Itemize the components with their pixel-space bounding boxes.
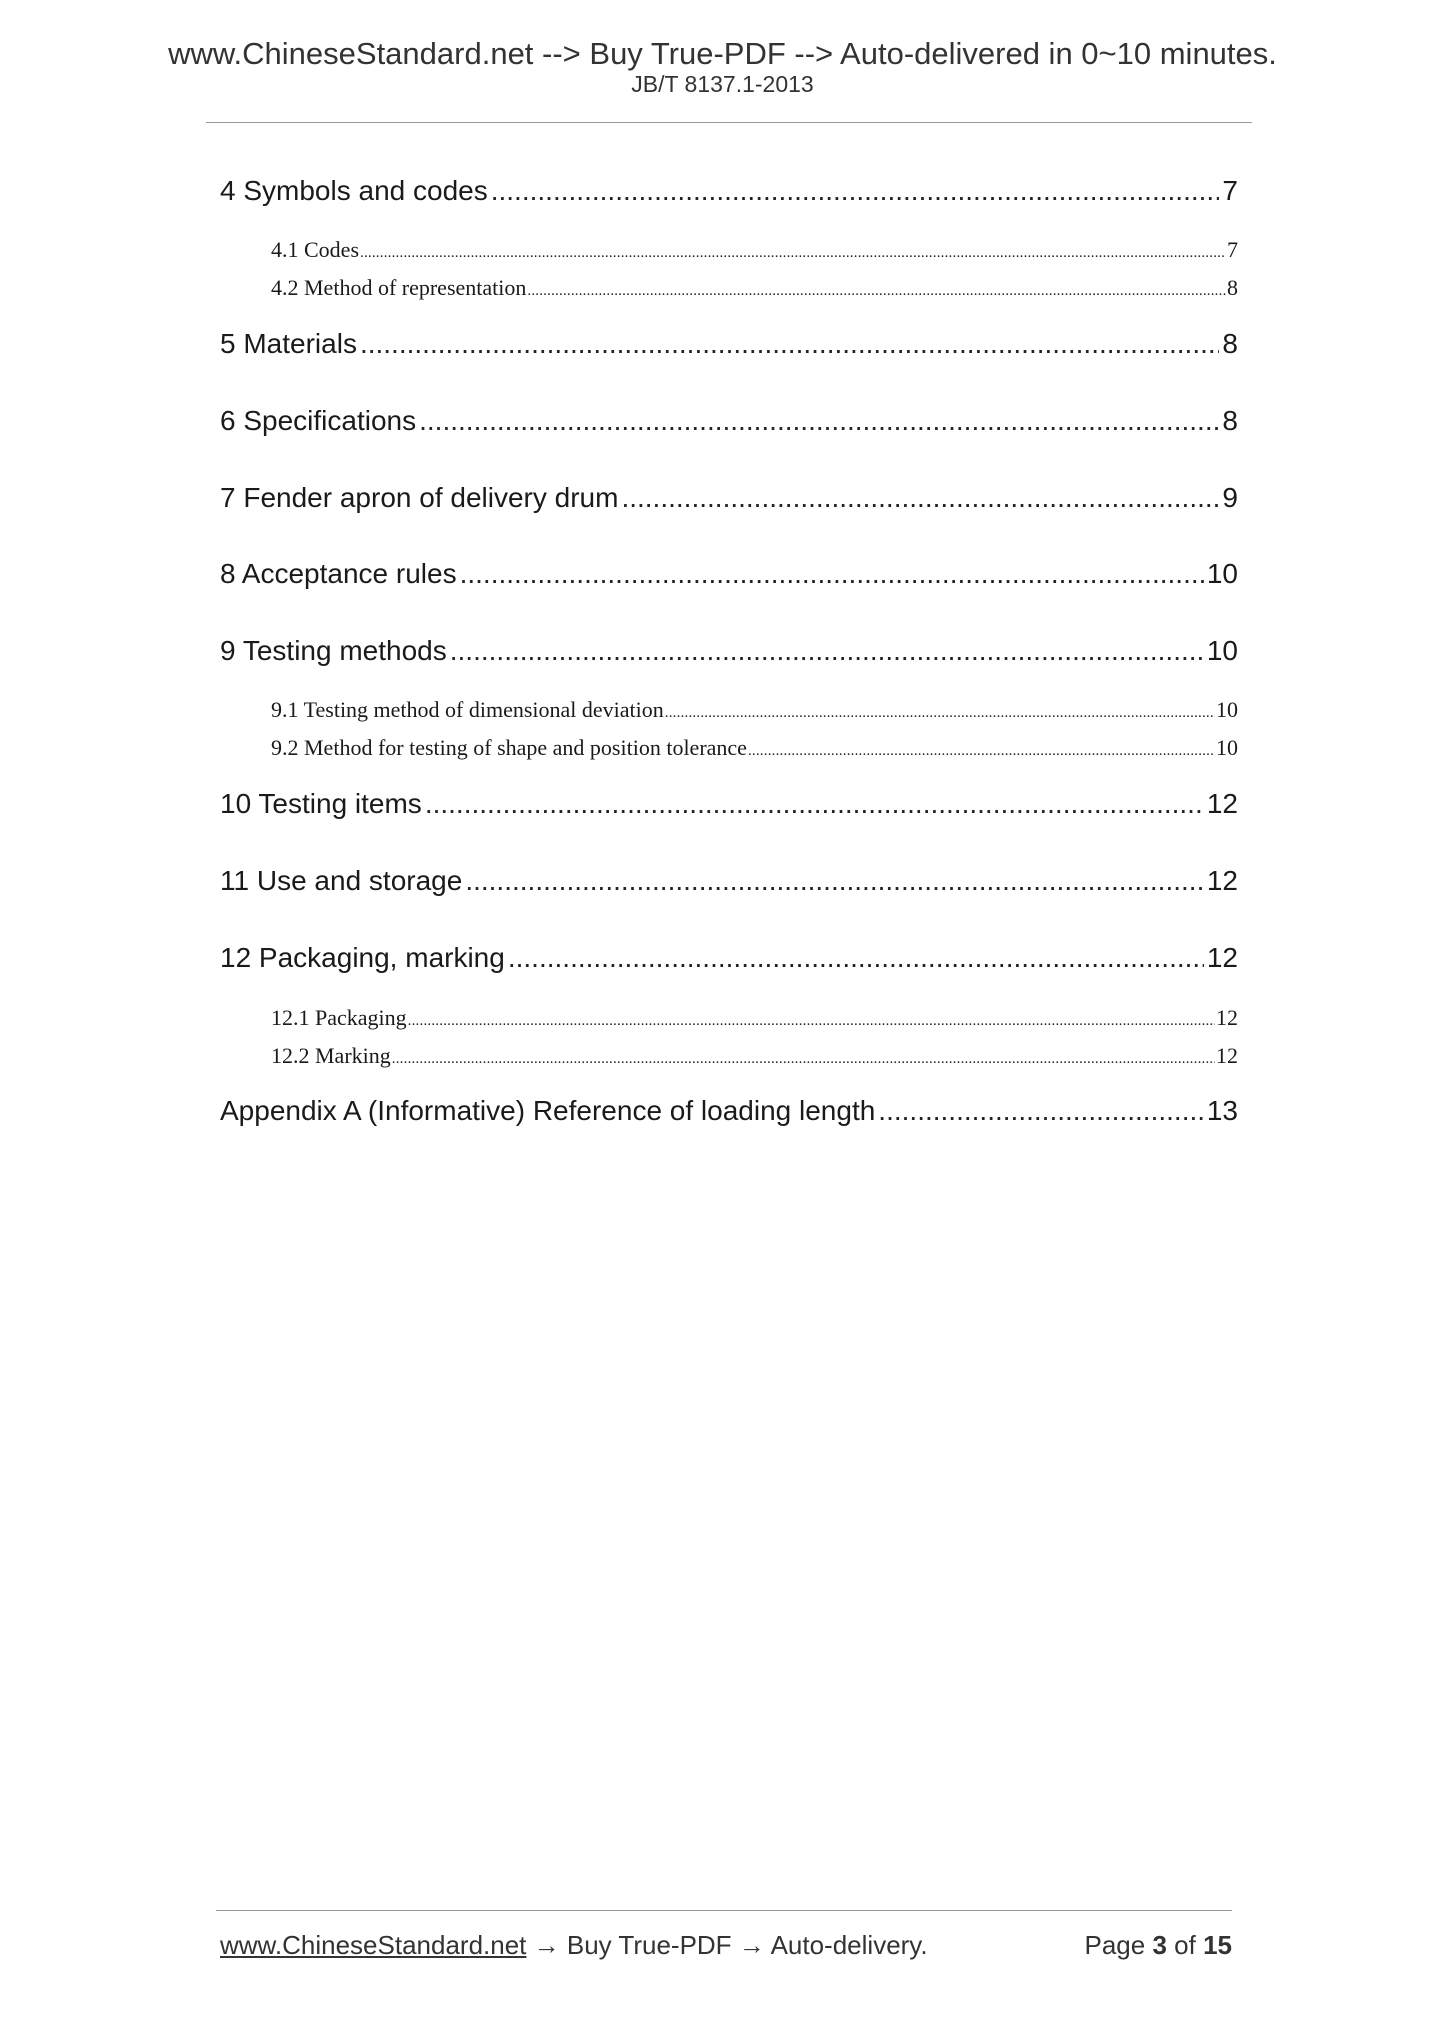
- standard-code: JB/T 8137.1-2013: [631, 71, 814, 97]
- toc-entry-9-2[interactable]: [271, 735, 1238, 765]
- toc-entry-title: 7 Fender apron of delivery drum: [220, 482, 619, 513]
- toc-dot-leader: [878, 1095, 1204, 1127]
- toc-entry-title: 4 Symbols and codes: [220, 175, 488, 206]
- toc-entry-title: 8 Acceptance rules: [220, 558, 457, 589]
- toc-entry-title: 11 Use and storage: [220, 865, 463, 896]
- toc-entry-11[interactable]: [220, 865, 1238, 903]
- toc-entry-5[interactable]: [220, 328, 1238, 366]
- toc-entry-title: 6 Specifications: [220, 405, 417, 436]
- toc-entry-title: 9 Testing methods: [220, 635, 447, 666]
- toc-entry-12-1[interactable]: [271, 1005, 1238, 1035]
- toc-entry-4-2[interactable]: [271, 275, 1238, 305]
- footer-tagline: → Buy True-PDF → Auto-delivery.: [526, 1930, 928, 1960]
- toc-entry-7[interactable]: [220, 482, 1238, 520]
- toc-entry-title: 4.2 Method of representation: [271, 275, 527, 300]
- toc-entry-page: 10: [1206, 635, 1238, 666]
- toc-dot-leader: [508, 942, 1204, 974]
- toc-entry-title: 4.1 Codes: [271, 237, 359, 262]
- toc-entry-page: 12: [1216, 1043, 1238, 1068]
- toc-entry-page: 9: [1222, 482, 1238, 513]
- toc-dot-leader: [491, 175, 1220, 207]
- toc-entry-title: 12.1 Packaging: [271, 1005, 407, 1030]
- toc-entry-page: 10: [1216, 735, 1238, 760]
- toc-entry-page: 10: [1206, 558, 1238, 589]
- toc-entry-appendix-a[interactable]: [220, 1095, 1238, 1133]
- toc-entry-page: 12: [1216, 1005, 1238, 1030]
- toc-entry-page: 12: [1206, 865, 1238, 896]
- toc-entry-page: 12: [1206, 788, 1238, 819]
- toc-dot-leader: [450, 635, 1204, 667]
- toc-entry-title: 9.1 Testing method of dimensional deviation: [271, 697, 664, 722]
- toc-entry-title: 9.2 Method for testing of shape and position tolerance: [271, 735, 747, 760]
- page-number: [1084, 1930, 1232, 1961]
- toc-entry-12-2[interactable]: [271, 1043, 1238, 1073]
- toc-entry-10[interactable]: [220, 788, 1238, 826]
- toc-entry-title: 12.2 Marking: [271, 1043, 391, 1068]
- toc-entry-9[interactable]: [220, 635, 1238, 673]
- toc-dot-leader: [425, 788, 1204, 820]
- toc-entry-page: 12: [1206, 942, 1238, 973]
- toc-entry-page: 8: [1222, 328, 1238, 359]
- toc-dot-leader: [419, 405, 1219, 437]
- toc-dot-leader: [665, 697, 1215, 723]
- toc-entry-6[interactable]: [220, 405, 1238, 443]
- toc-entry-page: 8: [1222, 405, 1238, 436]
- toc-dot-leader: [621, 482, 1219, 514]
- page-label: Page: [1084, 1930, 1146, 1960]
- toc-entry-8[interactable]: [220, 558, 1238, 596]
- toc-entry-page: 7: [1222, 175, 1238, 206]
- toc-dot-leader: [748, 735, 1215, 761]
- toc-dot-leader: [392, 1043, 1215, 1069]
- toc-entry-title: 10 Testing items: [220, 788, 422, 819]
- toc-entry-title: 12 Packaging, marking: [220, 942, 505, 973]
- toc-dot-leader: [360, 328, 1219, 360]
- toc-entry-page: 7: [1227, 237, 1238, 262]
- toc-entry-page: 13: [1206, 1095, 1238, 1126]
- toc-entry-4[interactable]: [220, 175, 1238, 213]
- toc-dot-leader: [527, 275, 1226, 301]
- toc-entry-page: 8: [1227, 275, 1238, 300]
- toc-entry-4-1[interactable]: [271, 237, 1238, 267]
- page-of-label: of: [1174, 1930, 1196, 1960]
- toc-dot-leader: [408, 1005, 1215, 1031]
- toc-dot-leader: [360, 237, 1226, 263]
- footer-divider: [216, 1910, 1232, 1911]
- header-banner: www.ChineseStandard.net --> Buy True-PDF --> Auto-delivered in 0~10 minutes.: [168, 36, 1277, 71]
- toc-dot-leader: [465, 865, 1204, 897]
- footer-site-link[interactable]: www.ChineseStandard.net: [220, 1930, 527, 1960]
- toc-entry-title: Appendix A (Informative) Reference of loading length: [220, 1095, 876, 1126]
- page-footer: [220, 1930, 1232, 1961]
- toc-entry-title: 5 Materials: [220, 328, 357, 359]
- page-total: 15: [1203, 1930, 1232, 1960]
- toc-entry-9-1[interactable]: [271, 697, 1238, 727]
- toc-entry-page: 10: [1216, 697, 1238, 722]
- toc-dot-leader: [460, 558, 1204, 590]
- page-current: 3: [1152, 1930, 1167, 1960]
- toc-entry-12[interactable]: [220, 942, 1238, 980]
